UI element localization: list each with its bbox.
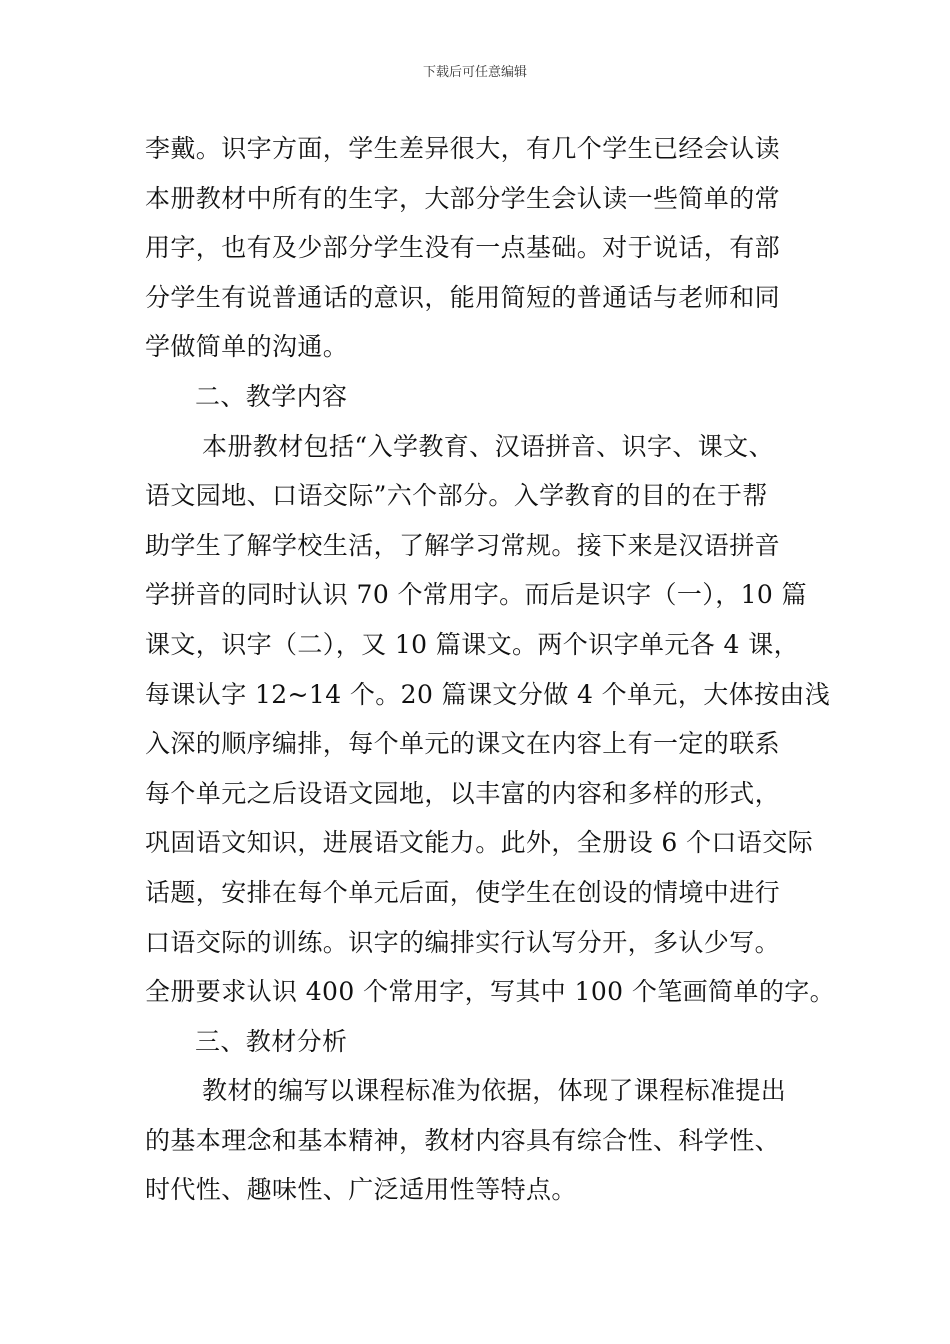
body-line: 课文，识字（二），又 10 篇课文。两个识字单元各 4 课，	[145, 629, 800, 659]
section-heading-textbook-analysis: 三、教材分析	[195, 1026, 348, 1056]
body-line: 李戴。识字方面，学生差异很大，有几个学生已经会认读	[145, 134, 781, 163]
body-line: 的基本理念和基本精神，教材内容具有综合性、科学性、	[145, 1125, 781, 1155]
body-line: 语文园地、口语交际”六个部分。入学教育的目的在于帮	[145, 481, 768, 511]
body-line: 教材的编写以课程标准为依据，体现了课程标准提出	[202, 1076, 787, 1106]
page-header: 下载后可任意编辑	[422, 65, 527, 80]
body-line: 每课认字 12~14 个。20 篇课文分做 4 个单元，大体按由浅	[145, 679, 831, 709]
body-line: 分学生有说普通话的意识，能用简短的普通话与老师和同	[145, 282, 781, 312]
body-line: 学做简单的沟通。	[145, 332, 349, 362]
body-line: 口语交际的训练。识字的编排实行认写分开，多认少写。	[145, 927, 781, 957]
body-line: 话题，安排在每个单元后面，使学生在创设的情境中进行	[145, 877, 781, 907]
body-line: 助学生了解学校生活，了解学习常规。接下来是汉语拼音	[145, 530, 781, 560]
document-body	[145, 124, 836, 1215]
body-line: 入深的顺序编排，每个单元的课文在内容上有一定的联系	[145, 729, 781, 759]
body-line: 本册教材中所有的生字，大部分学生会认读一些简单的常	[145, 183, 781, 213]
body-line: 本册教材包括“入学教育、汉语拼音、识字、课文、	[202, 431, 774, 461]
body-line: 用字，也有及少部分学生没有一点基础。对于说话，有部	[145, 233, 781, 263]
body-line: 学拼音的同时认识 70 个常用字。而后是识字（一），10 篇	[145, 580, 807, 610]
section-heading-teaching-content: 二、教学内容	[195, 381, 348, 411]
body-line: 时代性、趣味性、广泛适用性等特点。	[145, 1175, 577, 1205]
body-line: 巩固语文知识，进展语文能力。此外，全册设 6 个口语交际	[145, 828, 814, 858]
body-line: 每个单元之后设语文园地，以丰富的内容和多样的形式，	[145, 778, 781, 808]
body-line: 全册要求认识 400 个常用字，写其中 100 个笔画简单的字。	[145, 977, 836, 1007]
